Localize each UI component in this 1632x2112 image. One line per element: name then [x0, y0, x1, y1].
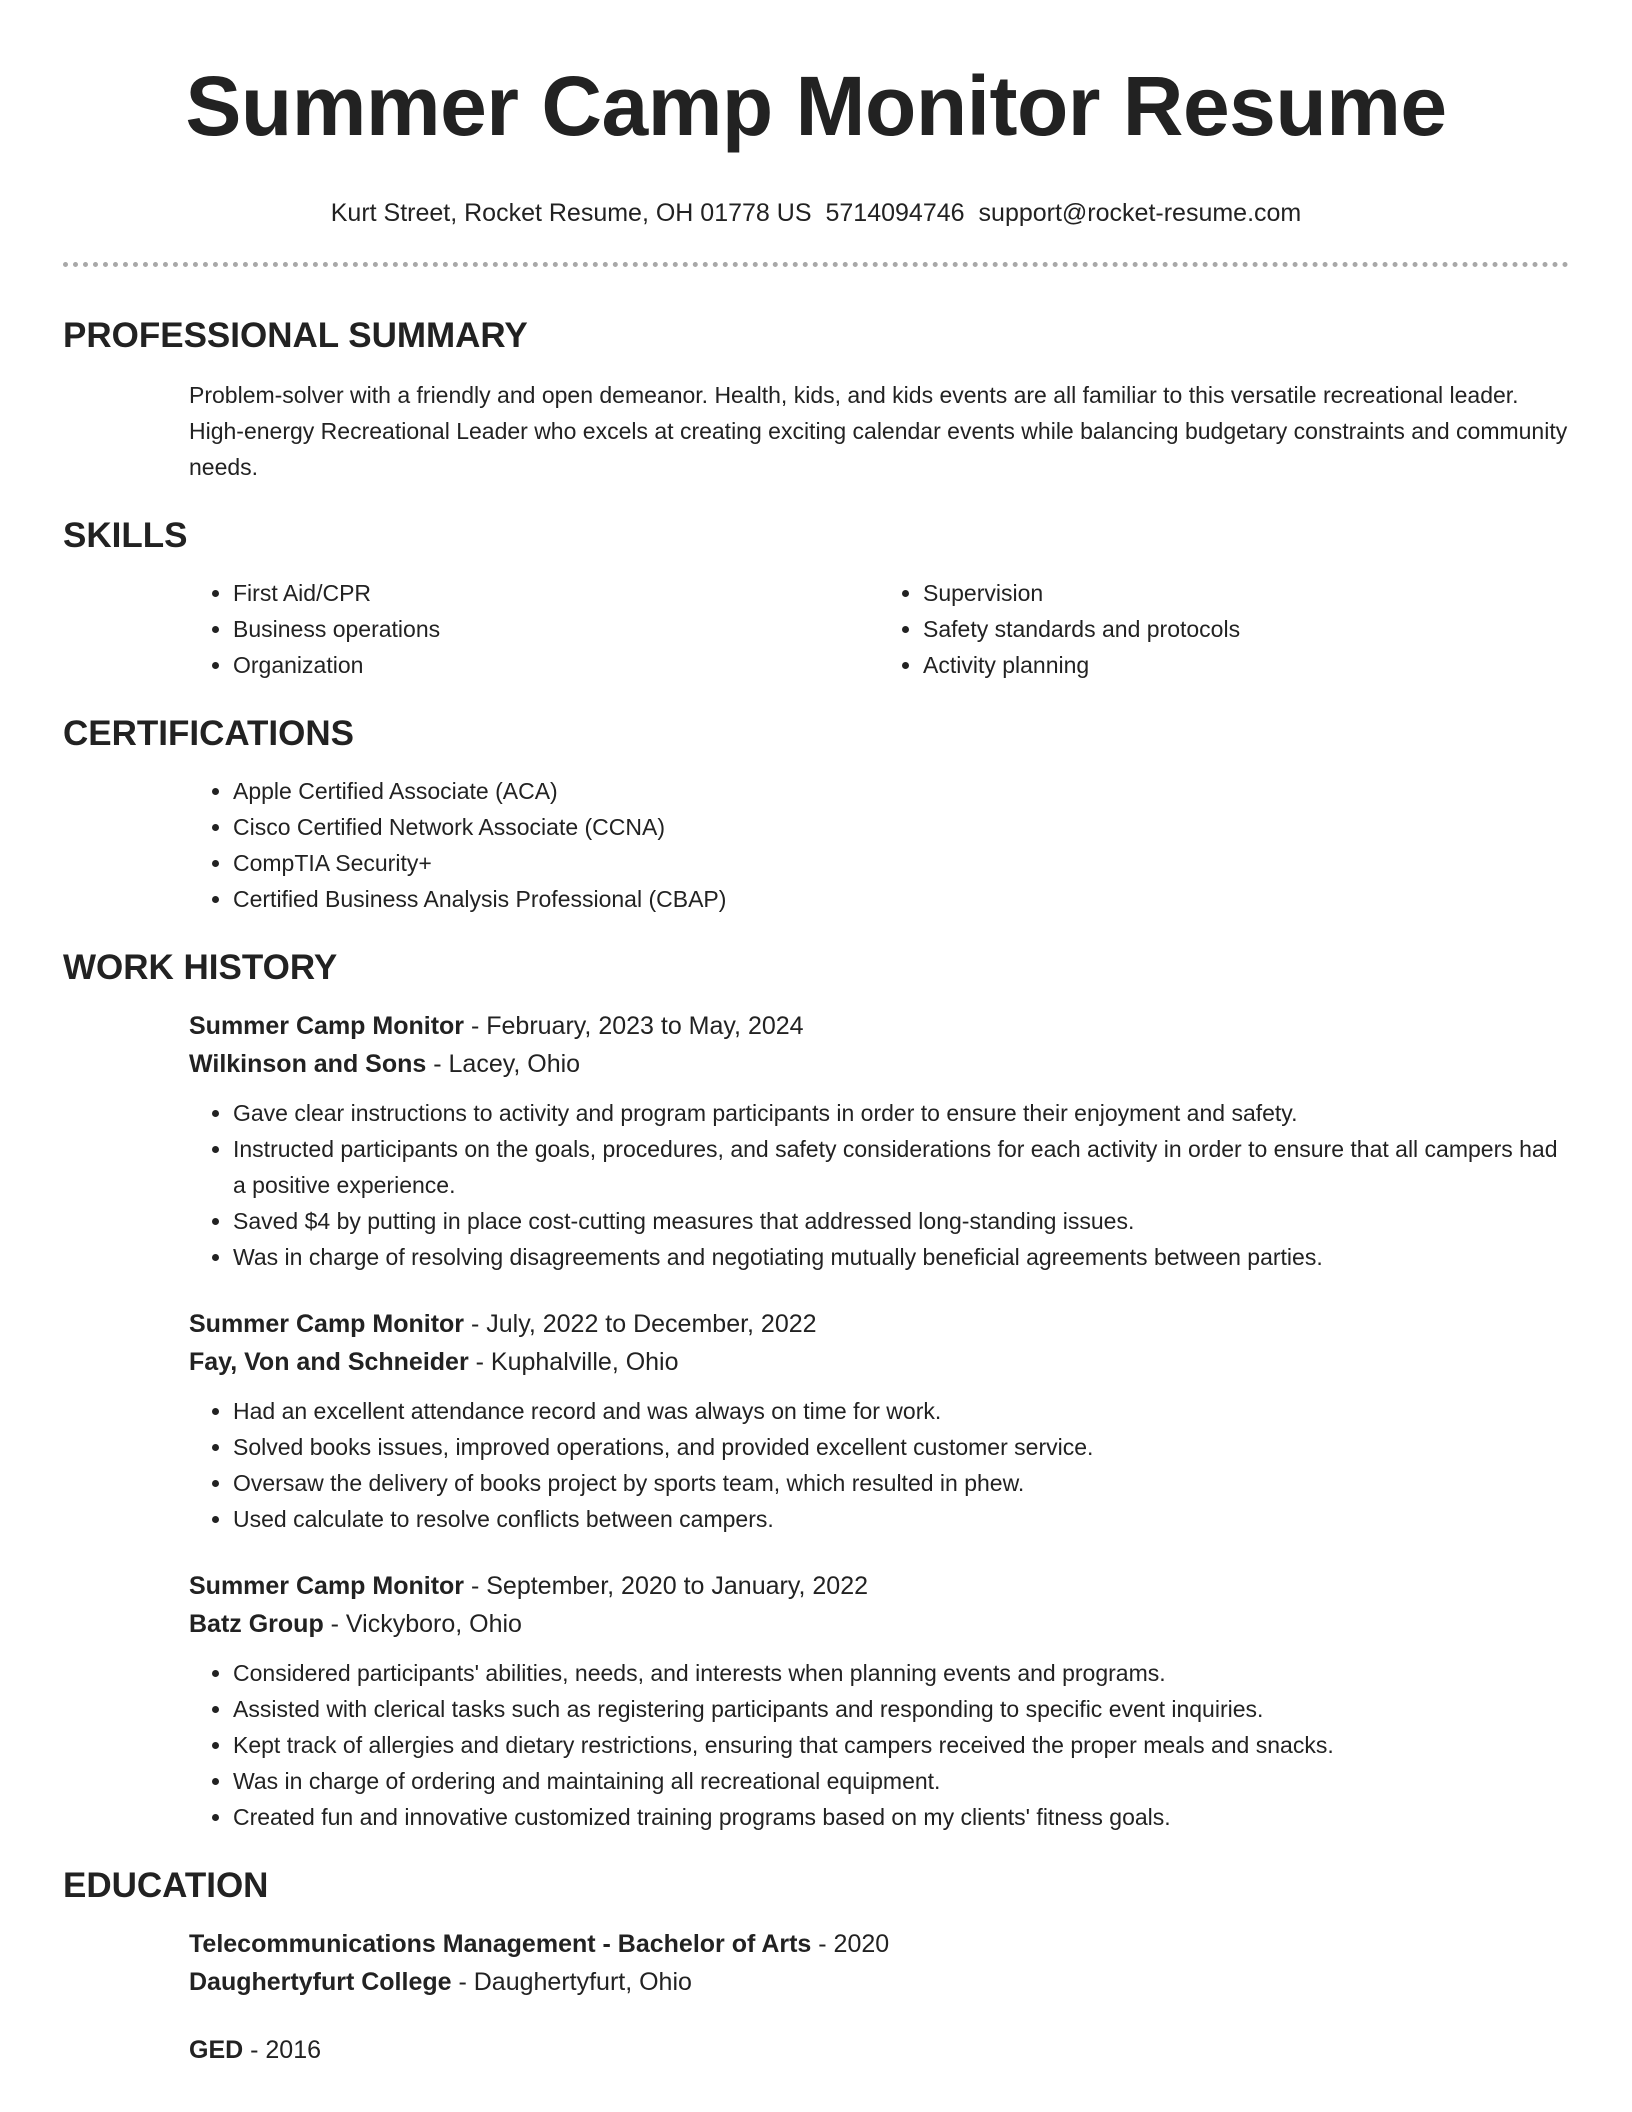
- education-degree: Telecommunications Management - Bachelor of Arts: [189, 1930, 812, 1958]
- education-entry: [189, 1925, 1569, 2001]
- job-bullet: • Was in charge of resolving disagreements and negotiating mutually beneficial agreements between parties.: [233, 1239, 1569, 1275]
- skill-item: • Activity planning: [923, 647, 1569, 683]
- education-degree-line: [189, 1925, 1569, 1963]
- education-year: - 2016: [243, 2036, 322, 2064]
- skills-column-left: [189, 575, 879, 683]
- job-entry: [189, 1305, 1569, 1537]
- job-bullets: [189, 1655, 1569, 1835]
- skill-item: • Organization: [233, 647, 879, 683]
- job-company-line: [189, 1343, 1569, 1381]
- resume-title: Summer Camp Monitor Resume: [185, 59, 1447, 153]
- contact-address: Kurt Street, Rocket Resume, OH 01778 US: [330, 199, 812, 227]
- job-bullet: • Created fun and innovative customized training programs based on my clients' fitness goals.: [233, 1799, 1569, 1835]
- education-year: - 2020: [811, 1930, 890, 1958]
- job-location: - Vickyboro, Ohio: [323, 1610, 522, 1638]
- skill-item: • Supervision: [923, 575, 1569, 611]
- education-entry: [189, 2031, 1569, 2069]
- job-dates: - July, 2022 to December, 2022: [464, 1310, 817, 1338]
- skills-heading: SKILLS: [63, 516, 188, 555]
- education-heading: EDUCATION: [63, 1866, 269, 1905]
- job-bullet: • Had an excellent attendance record and was always on time for work.: [233, 1393, 1569, 1429]
- skill-item: • Business operations: [233, 611, 879, 647]
- job-location: - Lacey, Ohio: [426, 1050, 581, 1078]
- certification-item: • Apple Certified Associate (ACA): [233, 773, 1569, 809]
- job-company-line: [189, 1045, 1569, 1083]
- contact-phone: 5714094746: [825, 199, 965, 227]
- job-company: Batz Group: [189, 1610, 324, 1638]
- job-company-line: [189, 1605, 1569, 1643]
- education-degree: GED: [189, 2036, 244, 2064]
- job-title: Summer Camp Monitor: [189, 1310, 465, 1338]
- summary-heading: PROFESSIONAL SUMMARY: [63, 316, 528, 355]
- header-divider: [63, 262, 1569, 267]
- summary-text: Problem-solver with a friendly and open demeanor. Health, kids, and kids events are all familiar to this versatile recreational leader. High-energy Recreational Leader who excels at creating exciting calendar events while balancing budgetary constraints and community needs.: [189, 382, 1568, 480]
- skills-list: [189, 575, 1569, 683]
- job-title-line: [189, 1007, 1569, 1045]
- job-company: Wilkinson and Sons: [189, 1050, 427, 1078]
- job-bullet: • Kept track of allergies and dietary restrictions, ensuring that campers received the proper meals and snacks.: [233, 1727, 1569, 1763]
- job-title-line: [189, 1305, 1569, 1343]
- job-bullet: • Assisted with clerical tasks such as registering participants and responding to specific event inquiries.: [233, 1691, 1569, 1727]
- certification-item: • CompTIA Security+: [233, 845, 1569, 881]
- job-entry: [189, 1007, 1569, 1275]
- job-bullets: [189, 1393, 1569, 1537]
- job-dates: - February, 2023 to May, 2024: [464, 1012, 804, 1040]
- job-bullet: • Used calculate to resolve conflicts between campers.: [233, 1501, 1569, 1537]
- education-degree-line: [189, 2031, 1569, 2069]
- job-dates: - September, 2020 to January, 2022: [464, 1572, 868, 1600]
- skill-item: • Safety standards and protocols: [923, 611, 1569, 647]
- education-location: - Daughertyfurt, Ohio: [451, 1968, 692, 1996]
- education-school-line: [189, 1963, 1569, 2001]
- certification-item: • Certified Business Analysis Professional (CBAP): [233, 881, 1569, 917]
- job-title: Summer Camp Monitor: [189, 1572, 465, 1600]
- contact-email: support@rocket-resume.com: [978, 199, 1302, 227]
- job-bullet: • Solved books issues, improved operations, and provided excellent customer service.: [233, 1429, 1569, 1465]
- skills-column-right: [879, 575, 1569, 683]
- job-location: - Kuphalville, Ohio: [468, 1348, 679, 1376]
- job-company: Fay, Von and Schneider: [189, 1348, 469, 1376]
- job-bullet: • Saved $4 by putting in place cost-cutting measures that addressed long-standing issues.: [233, 1203, 1569, 1239]
- job-title: Summer Camp Monitor: [189, 1012, 465, 1040]
- job-bullet: • Considered participants' abilities, needs, and interests when planning events and programs.: [233, 1655, 1569, 1691]
- work-history-heading: WORK HISTORY: [63, 948, 338, 987]
- job-entry: [189, 1567, 1569, 1835]
- certifications-list: [189, 773, 1569, 917]
- job-bullets: [189, 1095, 1569, 1275]
- job-bullet: • Instructed participants on the goals, procedures, and safety considerations for each activity in order to ensure that all campers had a positive experience.: [233, 1131, 1569, 1203]
- certifications-heading: CERTIFICATIONS: [63, 714, 355, 753]
- skill-item: • First Aid/CPR: [233, 575, 879, 611]
- job-bullet: • Was in charge of ordering and maintaining all recreational equipment.: [233, 1763, 1569, 1799]
- job-bullet: • Oversaw the delivery of books project by sports team, which resulted in phew.: [233, 1465, 1569, 1501]
- contact-line: [63, 196, 1569, 230]
- certification-item: • Cisco Certified Network Associate (CCNA): [233, 809, 1569, 845]
- job-title-line: [189, 1567, 1569, 1605]
- education-school: Daughertyfurt College: [189, 1968, 452, 1996]
- job-bullet: • Gave clear instructions to activity and program participants in order to ensure their enjoyment and safety.: [233, 1095, 1569, 1131]
